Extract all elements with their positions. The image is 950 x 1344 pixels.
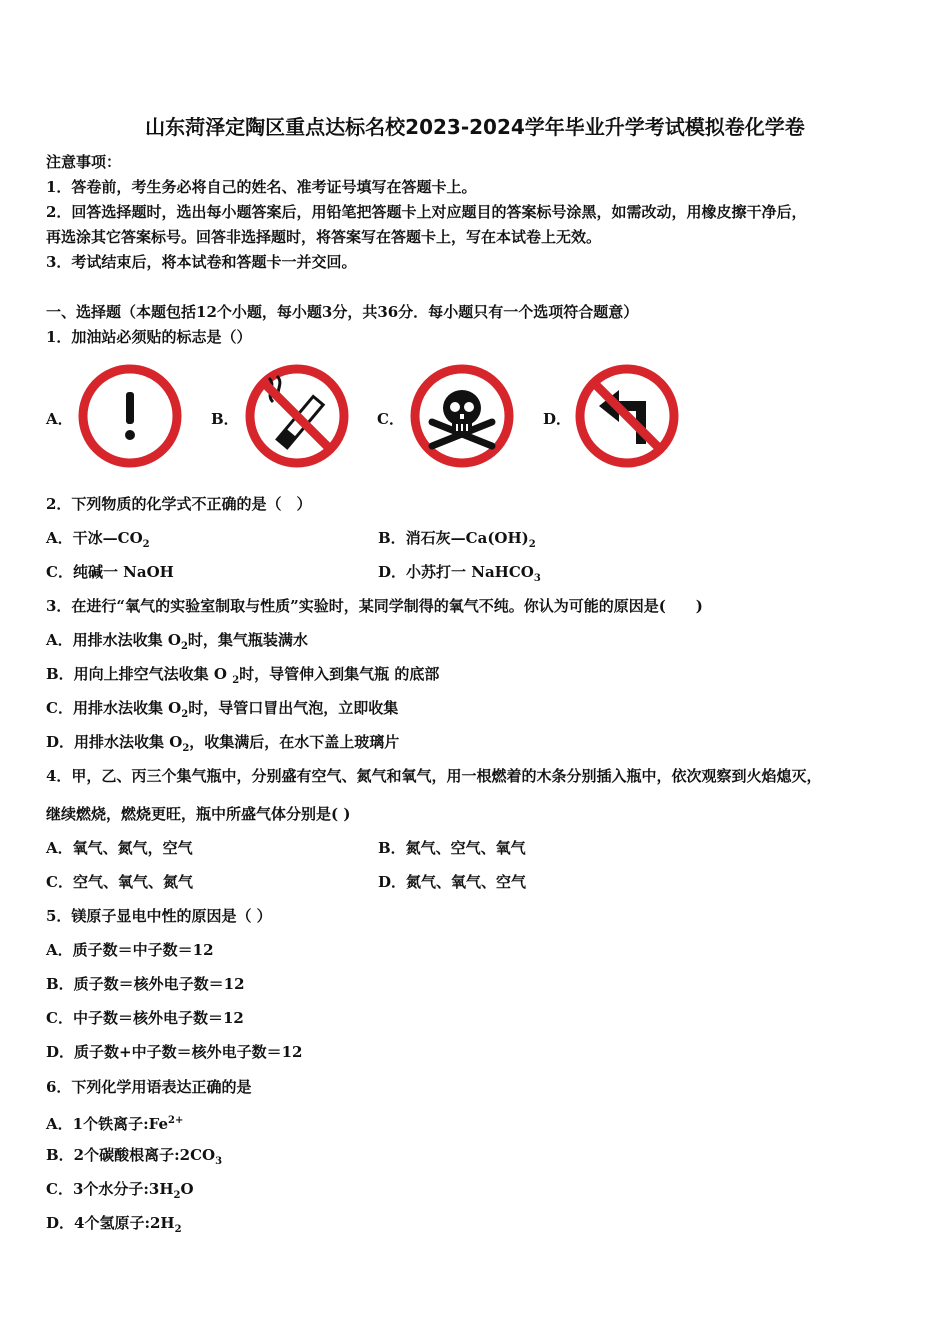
q1-option-c-label: C．: [377, 410, 404, 428]
q1-stem: 1．加油站必须贴的标志是（）: [46, 328, 252, 346]
q3-option-a: A．用排水法收集 $O_2$时，集气瓶装满水: [46, 631, 308, 652]
q3-option-c: C．用排水法收集 $O_2$时，导管口冒出气泡，立即收集: [46, 699, 399, 720]
q1-option-d-label: D．: [543, 410, 572, 428]
q2-option-d: D．小苏打一 NaHCO$_3$: [378, 563, 541, 584]
q4-stem-line1: 4．甲，乙、丙三个集气瓶中，分别盛有空气、氮气和氧气，用一根燃着的木条分别插入瓶中，依次观察到火焰熄灭，: [46, 767, 822, 785]
q3-option-d: D．用排水法收集 $O_2$，收集满后，在水下盖上玻璃片: [46, 733, 400, 754]
q5-option-a: A．质子数＝中子数＝12: [46, 941, 214, 959]
q5-stem: 5．镁原子显电中性的原因是（ ）: [46, 907, 272, 925]
q1-option-a-label: A．: [46, 410, 73, 428]
q6-option-a: A．1个铁离子$:Fe^{2+}$: [46, 1115, 184, 1133]
q4-option-c: C．空气、氧气、氮气: [46, 873, 193, 891]
q6-option-c: C．3个水分子$:3H_2O$: [46, 1180, 194, 1201]
notice-item-2-cont: 再选涂其它答案标号。回答非选择题时，将答案写在答题卡上，写在本试卷上无效。: [46, 228, 602, 246]
notice-item-2: 2．回答选择题时，选出每小题答案后，用铅笔把答题卡上对应题目的答案标号涂黑，如需改动，用橡皮擦干净后，: [46, 203, 807, 221]
q6-option-d: D．4个氢原子$:2H_2$: [46, 1214, 182, 1235]
q6-stem: 6．下列化学用语表达正确的是: [46, 1078, 252, 1096]
q2-stem: 2．下列物质的化学式不正确的是（ ）: [46, 495, 312, 513]
q6-option-b: B．2个碳酸根离子$:2CO_3$: [46, 1146, 223, 1167]
q2-option-b: B．消石灰$—Ca(OH)_2$: [378, 529, 536, 550]
toxic-skull-sign-icon: [408, 362, 516, 470]
q5-option-c: C．中子数＝核外电子数＝12: [46, 1009, 244, 1027]
no-smoking-sign-icon: [243, 362, 351, 470]
q4-option-a: A．氧气、氮气，空气: [46, 839, 193, 857]
no-left-turn-sign-icon: [573, 362, 681, 470]
q3-stem: 3．在进行“氧气的实验室制取与性质”实验时，某同学制得的氧气不纯。你认为可能的原因是( ): [46, 597, 703, 615]
q1-option-b-label: B．: [211, 410, 239, 428]
notice-item-1: 1．答卷前，考生务必将自己的姓名、准考证号填写在答题卡上。: [46, 178, 477, 196]
exclamation-prohibition-sign-icon: [76, 362, 184, 470]
q5-option-d: D．质子数+中子数＝核外电子数＝12: [46, 1043, 303, 1061]
q3-option-b: B．用向上排空气法收集 O $_2$时，导管伸入到集气瓶 的底部: [46, 665, 440, 686]
q2-option-a: A．干冰$—CO_2$: [46, 529, 150, 550]
q4-option-b: B．氮气、空气、氧气: [378, 839, 526, 857]
notice-heading: 注意事项：: [46, 153, 122, 171]
notice-item-3: 3．考试结束后，将本试卷和答题卡一并交回。: [46, 253, 357, 271]
page-title: 山东菏泽定陶区重点达标名校2023-2024学年毕业升学考试模拟卷化学卷: [145, 115, 805, 139]
q4-option-d: D．氮气、氧气、空气: [378, 873, 527, 891]
q5-option-b: B．质子数＝核外电子数＝12: [46, 975, 245, 993]
q2-option-c: C．纯碱一 NaOH: [46, 563, 174, 581]
q4-stem-line2: 继续燃烧，燃烧更旺，瓶中所盛气体分别是( ): [46, 805, 351, 823]
section-heading: 一、选择题（本题包括12个小题，每小题3分，共36分．每小题只有一个选项符合题意）: [46, 303, 639, 321]
